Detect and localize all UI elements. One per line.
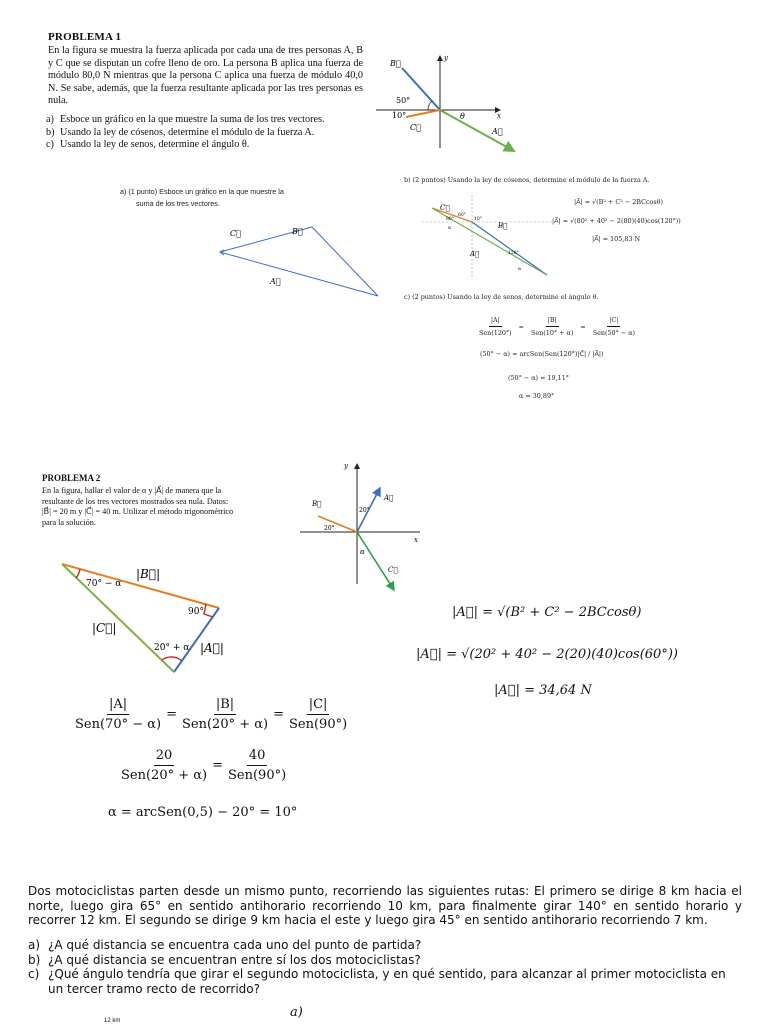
angle-20-left: 20°	[324, 525, 335, 532]
a-label: A⃗	[384, 494, 394, 502]
b-label: B⃗	[292, 227, 303, 236]
vector-a-line	[220, 252, 378, 296]
theta-label: θ	[460, 112, 465, 121]
law-sines-eq2: (50° − α) = arcSen(Sen(120°)|C⃗| / |A⃗|)	[480, 350, 604, 358]
problem2-paragraph: En la figura, hallar el valor de α y |A⃗| de manera que la resultante de los tres vectores mostrados sea nula. Datos: |B⃗| = 20 m y |C⃗| = 40 m. Utilizar el método trigonométrico para la solución.	[42, 486, 234, 527]
c-label: C⃗	[388, 566, 398, 574]
law-sines-eq4: α = 30,89°	[519, 392, 555, 400]
list-item: a) Esboce un gráfico en la que muestre la suma de los tres vectores.	[46, 114, 325, 125]
c-label: C⃗	[440, 204, 450, 212]
y-label: y	[344, 462, 348, 470]
problem3-answer-a: a)	[290, 1005, 303, 1020]
a-label: A⃗	[492, 127, 503, 136]
angle-60-label: 60°	[458, 213, 466, 218]
list-item: a) ¿A qué distancia se encuentra cada uno del punto de partida?	[28, 938, 422, 952]
angle-10-label: 10°	[474, 217, 482, 222]
angle-bottom-label: 20° + α	[154, 643, 190, 653]
list-item: c) Usando la ley de senos, determine el ángulo θ.	[46, 139, 250, 151]
problem2-eq-cosines: |A⃗| = √(B² + C² − 2BCcosθ)	[452, 605, 642, 620]
y-label: y	[444, 54, 448, 62]
vector-b-line	[312, 227, 378, 296]
alpha-label-2: α	[518, 267, 522, 272]
problem2-eq-result: |A⃗| = 34,64 N	[494, 683, 592, 698]
law-cosines-eq3: |A⃗| = 105,83 N	[592, 235, 641, 243]
a-label: A⃗	[470, 250, 480, 258]
problem1-figure	[372, 48, 522, 158]
vector-c-line	[406, 110, 440, 117]
c-label: C⃗	[230, 229, 241, 238]
b-label: |B⃗|	[136, 567, 161, 581]
alpha-label: α	[360, 548, 365, 556]
angle-arc-bottom	[162, 657, 182, 661]
angle-120-label: 120°	[508, 251, 519, 256]
problem2-alpha-result: α = arcSen(0,5) − 20° = 10°	[108, 805, 298, 820]
problem2-eq-substituted: |A⃗| = √(20² + 40² − 2(20)(40)cos(60°))	[416, 647, 678, 662]
a-label: A⃗	[270, 277, 281, 286]
angle-right-label: 90°	[188, 607, 204, 617]
law-cosines-eq1: |A⃗| = √(B² + C² − 2BCcosθ)	[574, 198, 664, 206]
angle-arc-top	[76, 569, 80, 578]
list-item: b) Usando la ley de cósenos, determine el módulo de la fuerza A.	[46, 126, 315, 138]
b-label: B⃗	[498, 222, 508, 230]
law-sines-eq1: $\frac{|A|}{\text{Sen(120°)}}$ = $\frac{|B|}{\text{Sen(10° + α)}}$ = $\frac{|C|}{\text{Sen(50° − α)}}$	[479, 316, 636, 337]
problem3-paragraph: Dos motociclistas parten desde un mismo punto, recorriendo las siguientes rutas: El primero se dirige 8 km hacia el norte, luego gira 65° en sentido antihorario recorriendo 10 km, para finalmente girar 140° en sentido horario y recorrer 12 km. El segundo se dirige 9 km hacia el este y luego gira 45° en sentido antihorario recorriendo 7 km.	[28, 884, 742, 928]
vector-a-line	[440, 110, 514, 151]
c-label: |C⃗|	[92, 621, 117, 635]
part-b-heading: b) (2 puntos) Usando la ley de cósenos, determine el módulo de la fuerza A.	[404, 176, 650, 184]
alpha-label: α	[448, 226, 452, 231]
problem2-law-sines-2: $\frac{20}{\text{Sen(20° + α)}}$ = $\frac{40}{\text{Sen(90°)}}$	[121, 748, 287, 783]
x-label: x	[414, 536, 418, 544]
law-cosines-eq2: |A⃗| = √(80² + 40² − 2(80)(40)cos(120°))	[552, 217, 681, 225]
x-label: x	[497, 112, 501, 120]
b-label: B⃗	[390, 59, 401, 68]
problem2-title: PROBLEMA 2	[42, 473, 101, 483]
problem1-items	[46, 114, 366, 152]
vector-c-line	[357, 532, 394, 590]
list-item: b) ¿A qué distancia se encuentran entre sí los dos motociclistas?	[28, 952, 421, 967]
part-c-heading: c) (2 puntos) Usando la ley de senos, determine el ángulo θ.	[404, 293, 599, 301]
angle-10-label: 10°	[392, 111, 407, 120]
c-label: C⃗	[410, 123, 421, 132]
angle-20-top: 20°	[359, 507, 370, 514]
problem2-figure	[296, 458, 426, 593]
angle-50-label: 50°	[396, 96, 411, 105]
problem3-items	[28, 938, 742, 996]
part-b-figure	[412, 190, 562, 280]
list-item: c) ¿Qué ángulo tendría que girar el segundo motociclista, y en qué sentido, para alcanzar al primer motociclista en un tercer tramo recto de recorrido?	[28, 967, 726, 996]
part-a-heading-2: suma de los tres vectores.	[136, 199, 220, 208]
problem1-title: PROBLEMA 1	[48, 31, 122, 43]
part-a-heading: a) (1 punto) Esboce un gráfico en la que muestre la	[120, 187, 284, 196]
angle-top-label: 70° − α	[86, 579, 122, 589]
part-a-triangle	[200, 212, 390, 302]
problem1-paragraph: En la figura se muestra la fuerza aplicada por cada una de tres personas A, B y C que se disputan un cofre lleno de oro. La persona B aplica una fuerza de módulo 80,0 N mientras que la persona C aplica una fuerza de módulo 40,0 N. Se sabe, además, que la fuerza resultante aplicada por las tres personas es nula.	[48, 45, 363, 107]
vector-b-line	[472, 222, 547, 275]
a-label: |A⃗|	[200, 641, 224, 655]
law-sines-eq3: (50° − α) = 19,11°	[508, 374, 569, 382]
problem2-triangle	[54, 556, 234, 678]
problem2-law-sines-1: $\frac{|A|}{\text{Sen(70° − α)}}$ = $\frac{|B|}{\text{Sen(20° + α)}}$ = $\frac{|C|}{\text{Sen(90°)}}$	[75, 697, 348, 732]
angle-80-label: 80°	[446, 217, 454, 222]
angle-arc	[428, 101, 432, 110]
problem3-cut-label: 12 km	[104, 1018, 121, 1024]
b-label: B⃗	[312, 500, 322, 508]
side-a-line	[174, 608, 219, 672]
